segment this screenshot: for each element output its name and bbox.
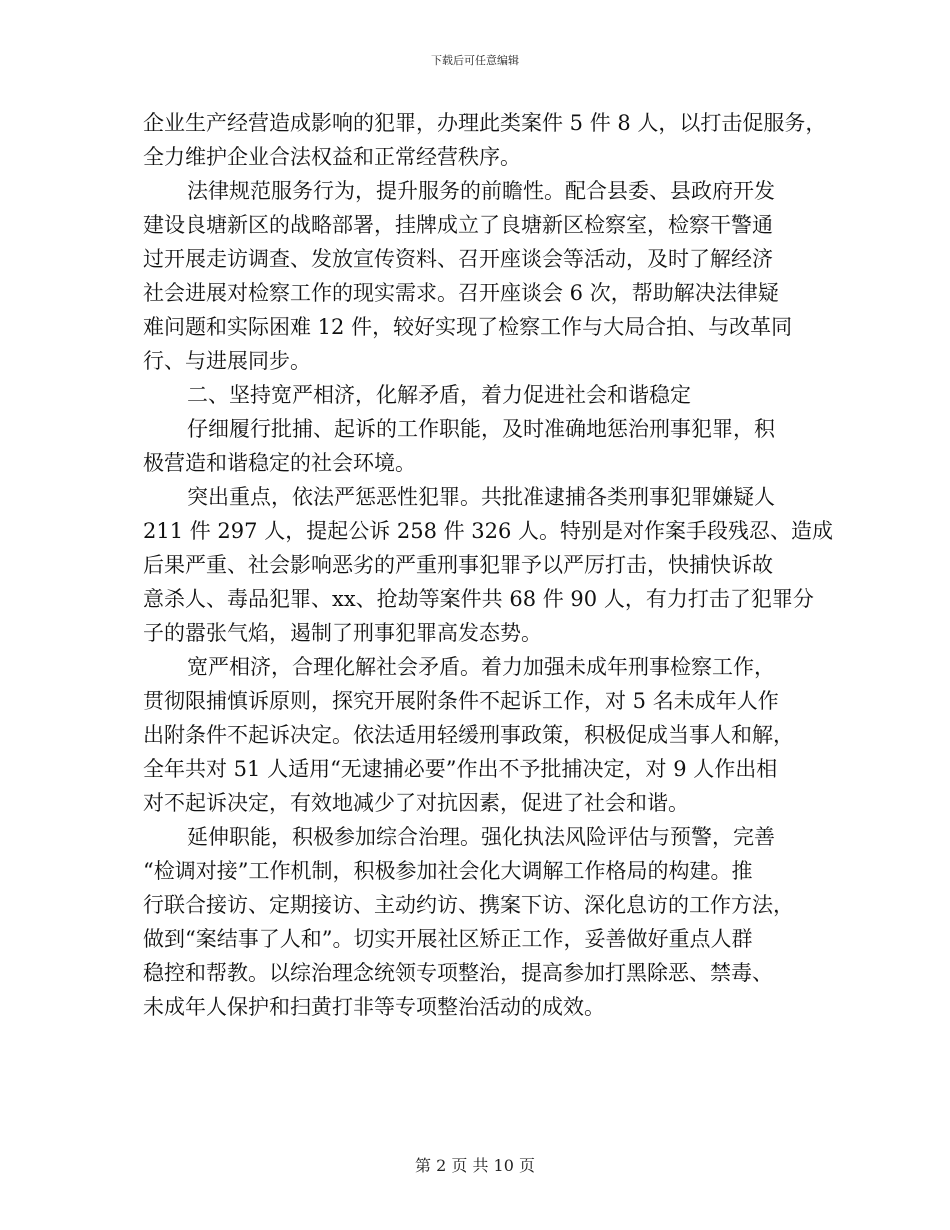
text-line: 全年共对 51 人适用“无逮捕必要”作出不予批捕决定，对 9 人作出相	[143, 757, 778, 781]
paragraph-first-line: 宽严相济，合理化解社会矛盾。着力加强未成年刑事检察工作，	[187, 655, 775, 679]
text-line: 过开展走访调查、发放宣传资料、召开座谈会等活动，及时了解经济	[143, 247, 773, 271]
page-header: 下载后可任意编辑	[431, 54, 519, 67]
text-line: 子的嚣张气焰，遏制了刑事犯罪高发态势。	[143, 621, 542, 645]
text-line: 行联合接访、定期接访、主动约访、携案下访、深化息访的工作方法，	[143, 893, 794, 917]
text-line: 社会进展对检察工作的现实需求。召开座谈会 6 次，帮助解决法律疑	[143, 281, 779, 305]
paragraph-first-line: 延伸职能，积极参加综合治理。强化执法风险评估与预警，完善	[187, 825, 775, 849]
document-body	[143, 106, 833, 1024]
paragraph-first-line: 法律规范服务行为，提升服务的前瞻性。配合县委、县政府开发	[187, 179, 775, 203]
text-line: 做到“案结事了人和”。切实开展社区矫正工作，妥善做好重点人群	[143, 927, 753, 951]
text-line: 对不起诉决定，有效地减少了对抗因素，促进了社会和谐。	[143, 791, 689, 815]
text-line: 后果严重、社会影响恶劣的严重刑事犯罪予以严厉打击，快捕快诉故	[143, 553, 773, 577]
paragraph-first-line: 突出重点，依法严惩恶性犯罪。共批准逮捕各类刑事犯罪嫌疑人	[187, 485, 775, 509]
text-line: 企业生产经营造成影响的犯罪，办理此类案件 5 件 8 人，以打击促服务，	[143, 111, 827, 135]
text-line: 稳控和帮教。以综治理念统领专项整治，提高参加打黑除恶、禁毒、	[143, 961, 773, 985]
text-line: 未成年人保护和扫黄打非等专项整治活动的成效。	[143, 995, 605, 1019]
text-line: 行、与进展同步。	[143, 349, 311, 373]
text-line: “检调对接”工作机制，积极参加社会化大调解工作格局的构建。推	[143, 859, 753, 883]
page-footer: 第 2 页 共 10 页	[415, 1156, 535, 1175]
text-line: 意杀人、毒品犯罪、xx、抢劫等案件共 68 件 90 人，有力打击了犯罪分	[143, 587, 814, 611]
text-line: 全力维护企业合法权益和正常经营秩序。	[143, 145, 521, 169]
text-line: 贯彻限捕慎诉原则，探究开展附条件不起诉工作，对 5 名未成年人作	[143, 689, 779, 713]
text-line: 211 件 297 人，提起公诉 258 件 326 人。特别是对作案手段残忍、造成	[143, 519, 834, 543]
text-line: 极营造和谐稳定的社会环境。	[143, 451, 416, 475]
paragraph-first-line: 仔细履行批捕、起诉的工作职能，及时准确地惩治刑事犯罪，积	[187, 417, 775, 441]
text-line: 出附条件不起诉决定。依法适用轻缓刑事政策，积极促成当事人和解，	[143, 723, 794, 747]
paragraph-first-line: 二、坚持宽严相济，化解矛盾，着力促进社会和谐稳定	[187, 383, 691, 407]
text-line: 建设良塘新区的战略部署，挂牌成立了良塘新区检察室，检察干警通	[143, 213, 773, 237]
text-line: 难问题和实际困难 12 件，较好实现了检察工作与大局合拍、与改革同	[143, 315, 793, 339]
